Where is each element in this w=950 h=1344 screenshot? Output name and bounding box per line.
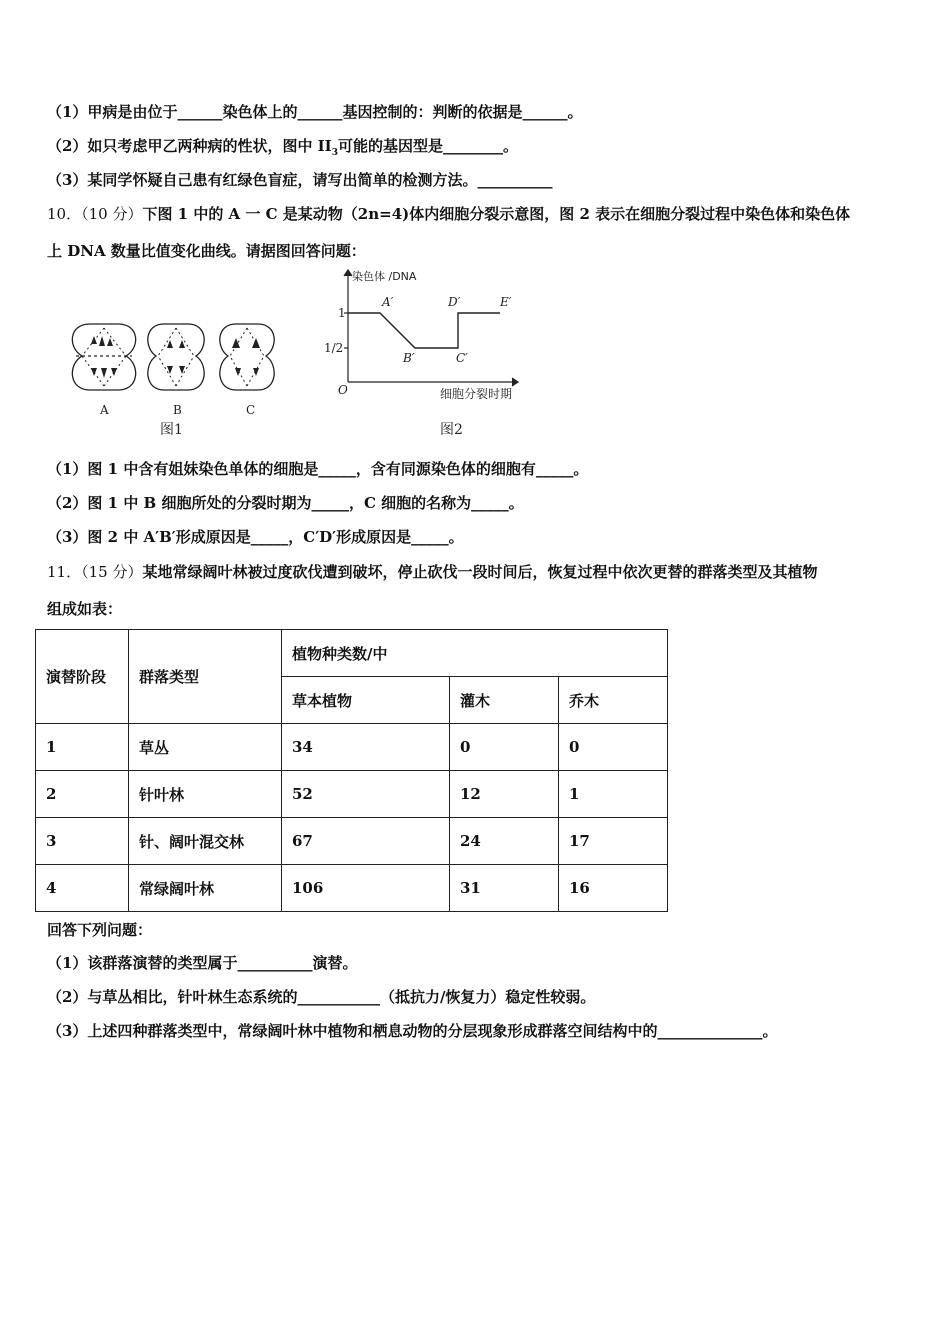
q10-part2: （2）图 1 中 B 细胞所处的分裂时期为_____，C 细胞的名称为_____。 — [47, 494, 524, 512]
cell-herb: 106 — [282, 865, 450, 912]
cell-tree: 1 — [559, 771, 668, 818]
fig2-y-tick-half: 1/2 — [324, 341, 344, 355]
cell-shrub: 0 — [450, 724, 559, 771]
cell-shrub: 31 — [450, 865, 559, 912]
q9-part1: （1）甲病是由位于______染色体上的______基因控制的：判断的依据是______。 — [47, 103, 583, 121]
q9-part2-b: 可能的基因型是________。 — [337, 137, 518, 155]
header-species-count: 植物种类数/中 — [282, 630, 668, 677]
q11-stem-line2: 组成如表： — [47, 600, 123, 618]
q10-figures — [60, 266, 540, 446]
q11-stem-text1: 某地常绿阔叶林被过度砍伐遭到破坏，停止砍伐一段时间后，恢复过程中依次更替的群落类型及其植物 — [142, 563, 818, 581]
fig1-cell-a — [72, 324, 135, 390]
q9-part2-a: （2）如只考虑甲乙两种病的性状，图中 II — [47, 137, 332, 155]
table-row — [36, 865, 668, 912]
fig1-cell-b — [148, 324, 204, 390]
cell-type: 草丛 — [129, 724, 282, 771]
cell-herb: 34 — [282, 724, 450, 771]
header-community-type: 群落类型 — [129, 630, 282, 724]
q9-part3: （3）某同学怀疑自己患有红绿色盲症，请写出简单的检测方法。__________ — [47, 171, 553, 189]
fig1-label-c: C — [246, 403, 256, 417]
q11-part3: （3）上述四种群落类型中，常绿阔叶林中植物和栖息动物的分层现象形成群落空间结构中的______________。 — [47, 1022, 778, 1040]
q11-part1: （1）该群落演替的类型属于__________演替。 — [47, 954, 358, 972]
q9-part2 — [47, 136, 518, 163]
cell-stage: 3 — [36, 818, 129, 865]
cell-herb: 52 — [282, 771, 450, 818]
q10-number: 10．（10 分） — [47, 205, 143, 223]
cell-herb: 67 — [282, 818, 450, 865]
fig2-point-b: B′ — [403, 351, 415, 365]
fig2-y-label: 染色体 /DNA — [352, 270, 417, 283]
header-stage: 演替阶段 — [36, 630, 129, 724]
q10-stem-line2: 上 DNA 数量比值变化曲线。请据图回答问题： — [47, 242, 366, 260]
q11-number: 11．（15 分） — [47, 563, 143, 581]
cell-type: 针、阔叶混交林 — [129, 818, 282, 865]
q10-stem-line1 — [47, 204, 850, 224]
header-shrub: 灌木 — [450, 677, 559, 724]
q11-stem-line1 — [47, 562, 817, 582]
fig1-label-b: B — [173, 403, 182, 417]
cell-tree: 17 — [559, 818, 668, 865]
fig2-origin: O — [338, 383, 348, 397]
cell-stage: 4 — [36, 865, 129, 912]
header-tree: 乔木 — [559, 677, 668, 724]
fig1-caption: 图1 — [160, 422, 183, 438]
fig2-caption: 图2 — [440, 422, 463, 438]
cell-type: 针叶林 — [129, 771, 282, 818]
fig2-axes — [344, 270, 518, 386]
fig1-cell-c — [220, 324, 274, 390]
fig2-point-c: C′ — [456, 351, 468, 365]
succession-table — [35, 629, 668, 912]
q10-figure-svg — [60, 266, 540, 446]
cell-stage: 1 — [36, 724, 129, 771]
fig2-point-d: D′ — [448, 295, 461, 309]
table-header-row-1 — [36, 630, 668, 677]
cell-tree: 0 — [559, 724, 668, 771]
fig2-point-e: E′ — [500, 295, 512, 309]
q10-stem-text1: 下图 1 中的 A 一 C 是某动物（2n=4)体内细胞分裂示意图，图 2 表示在细胞分裂过程中染色体和染色体 — [142, 205, 851, 223]
q11-part2: （2）与草丛相比，针叶林生态系统的___________（抵抗力/恢复力）稳定性较弱。 — [47, 988, 596, 1006]
cell-tree: 16 — [559, 865, 668, 912]
table-row — [36, 724, 668, 771]
q9-part2-sub: 3 — [331, 148, 338, 158]
q10-part1: （1）图 1 中含有姐妹染色单体的细胞是_____，含有同源染色体的细胞有_____。 — [47, 460, 589, 478]
table-row — [36, 818, 668, 865]
cell-stage: 2 — [36, 771, 129, 818]
fig2-x-label: 细胞分裂时期 — [440, 387, 513, 401]
fig2-y-tick-1: 1 — [338, 306, 346, 320]
fig2-curve — [348, 313, 500, 348]
cell-type: 常绿阔叶林 — [129, 865, 282, 912]
q11-answer-intro: 回答下列问题： — [47, 921, 153, 939]
cell-shrub: 12 — [450, 771, 559, 818]
fig1-label-a: A — [100, 403, 109, 417]
cell-shrub: 24 — [450, 818, 559, 865]
table-row — [36, 771, 668, 818]
q10-part3: （3）图 2 中 A′B′形成原因是_____，C′D′形成原因是_____。 — [47, 528, 464, 546]
fig2-point-a: A′ — [382, 295, 394, 309]
header-herb: 草本植物 — [282, 677, 450, 724]
